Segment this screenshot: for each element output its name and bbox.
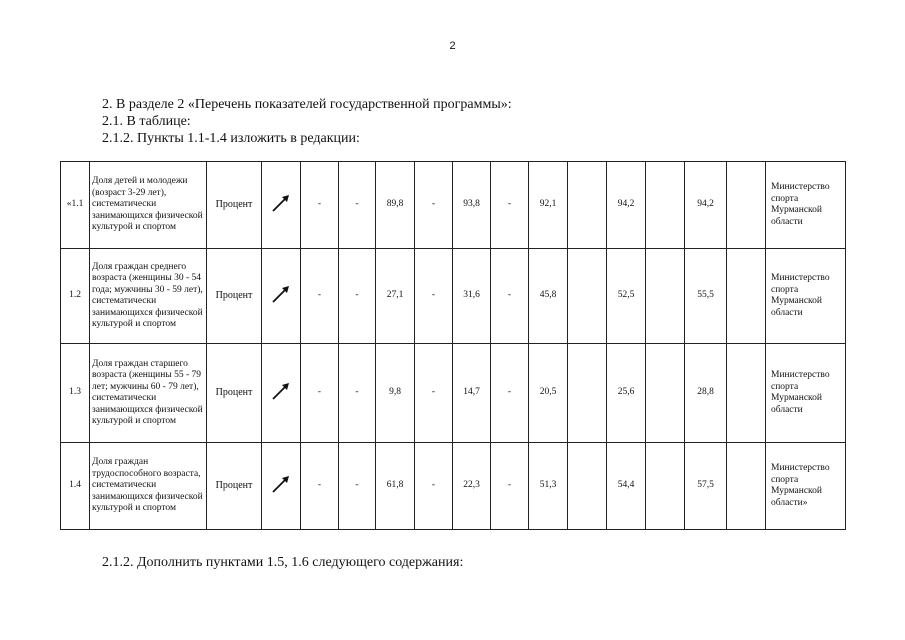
table-row [61,249,846,344]
indicator-name: Доля граждан старшего возраста (женщины 55 - 79 лет; мужчины 60 - 79 лет), систематически занимающихся физической культурой и спортом [90,344,207,443]
value-cell: 27,1 [376,249,415,344]
value-cell [568,443,607,530]
value-cell: - [301,249,339,344]
value-cell [727,443,766,530]
responsible-cell: Министерство спорта Мурманской области» [766,443,846,530]
unit-cell: Процент [207,162,262,249]
value-cell: 55,5 [685,249,727,344]
row-number: 1.4 [61,443,90,530]
unit-cell: Процент [207,443,262,530]
value-cell [646,162,685,249]
trend-cell [262,162,301,249]
value-cell: - [339,162,376,249]
value-cell: - [301,443,339,530]
paragraph-items-edit: 2.1.2. Пункты 1.1-1.4 изложить в редакции: [102,131,360,146]
value-cell: 25,6 [607,344,646,443]
value-cell: 93,8 [453,162,491,249]
value-cell: 94,2 [685,162,727,249]
value-cell: - [491,443,529,530]
table-row [61,344,846,443]
value-cell: 57,5 [685,443,727,530]
indicator-name: Доля детей и молодежи (возраст 3-29 лет), систематически занимающихся физической культурой и спортом [90,162,207,249]
row-number: 1.3 [61,344,90,443]
value-cell [646,443,685,530]
value-cell: 31,6 [453,249,491,344]
paragraph-table: 2.1. В таблице: [102,114,191,129]
trend-cell [262,443,301,530]
value-cell: 51,3 [529,443,568,530]
value-cell [646,249,685,344]
value-cell: - [339,344,376,443]
value-cell: 61,8 [376,443,415,530]
value-cell: - [301,162,339,249]
indicator-name: Доля граждан среднего возраста (женщины 30 - 54 года; мужчины 30 - 59 лет), систематически занимающихся физической культурой и спортом [90,249,207,344]
value-cell: 45,8 [529,249,568,344]
page-number: 2 [449,40,456,52]
value-cell: 92,1 [529,162,568,249]
value-cell: - [301,344,339,443]
responsible-cell: Министерство спорта Мурманской области [766,344,846,443]
indicator-name: Доля граждан трудоспособного возраста, систематически занимающихся физической культурой и спортом [90,443,207,530]
value-cell: 9,8 [376,344,415,443]
value-cell: - [339,249,376,344]
responsible-cell: Министерство спорта Мурманской области [766,249,846,344]
value-cell: - [415,162,453,249]
value-cell: 20,5 [529,344,568,443]
table-row [61,443,846,530]
paragraph-section-2: 2. В разделе 2 «Перечень показателей государственной программы»: [102,97,512,112]
arrow-up-right-icon [270,380,292,402]
unit-cell: Процент [207,249,262,344]
value-cell: 52,5 [607,249,646,344]
value-cell [727,344,766,443]
unit-cell: Процент [207,344,262,443]
value-cell [727,162,766,249]
arrow-up-right-icon [270,192,292,214]
responsible-cell: Министерство спорта Мурманской области [766,162,846,249]
value-cell [727,249,766,344]
row-number: «1.1 [61,162,90,249]
value-cell: 94,2 [607,162,646,249]
value-cell: 14,7 [453,344,491,443]
value-cell: - [415,344,453,443]
value-cell: - [491,344,529,443]
value-cell [646,344,685,443]
indicators-table [60,161,846,530]
value-cell: 89,8 [376,162,415,249]
trend-cell [262,249,301,344]
value-cell: 22,3 [453,443,491,530]
table-row [61,162,846,249]
row-number: 1.2 [61,249,90,344]
value-cell: - [339,443,376,530]
value-cell [568,344,607,443]
arrow-up-right-icon [270,283,292,305]
value-cell: 54,4 [607,443,646,530]
value-cell: - [415,443,453,530]
value-cell: 28,8 [685,344,727,443]
trend-cell [262,344,301,443]
value-cell: - [491,162,529,249]
value-cell [568,249,607,344]
value-cell: - [491,249,529,344]
paragraph-items-add: 2.1.2. Дополнить пунктами 1.5, 1.6 следующего содержания: [102,555,464,570]
arrow-up-right-icon [270,473,292,495]
value-cell [568,162,607,249]
value-cell: - [415,249,453,344]
